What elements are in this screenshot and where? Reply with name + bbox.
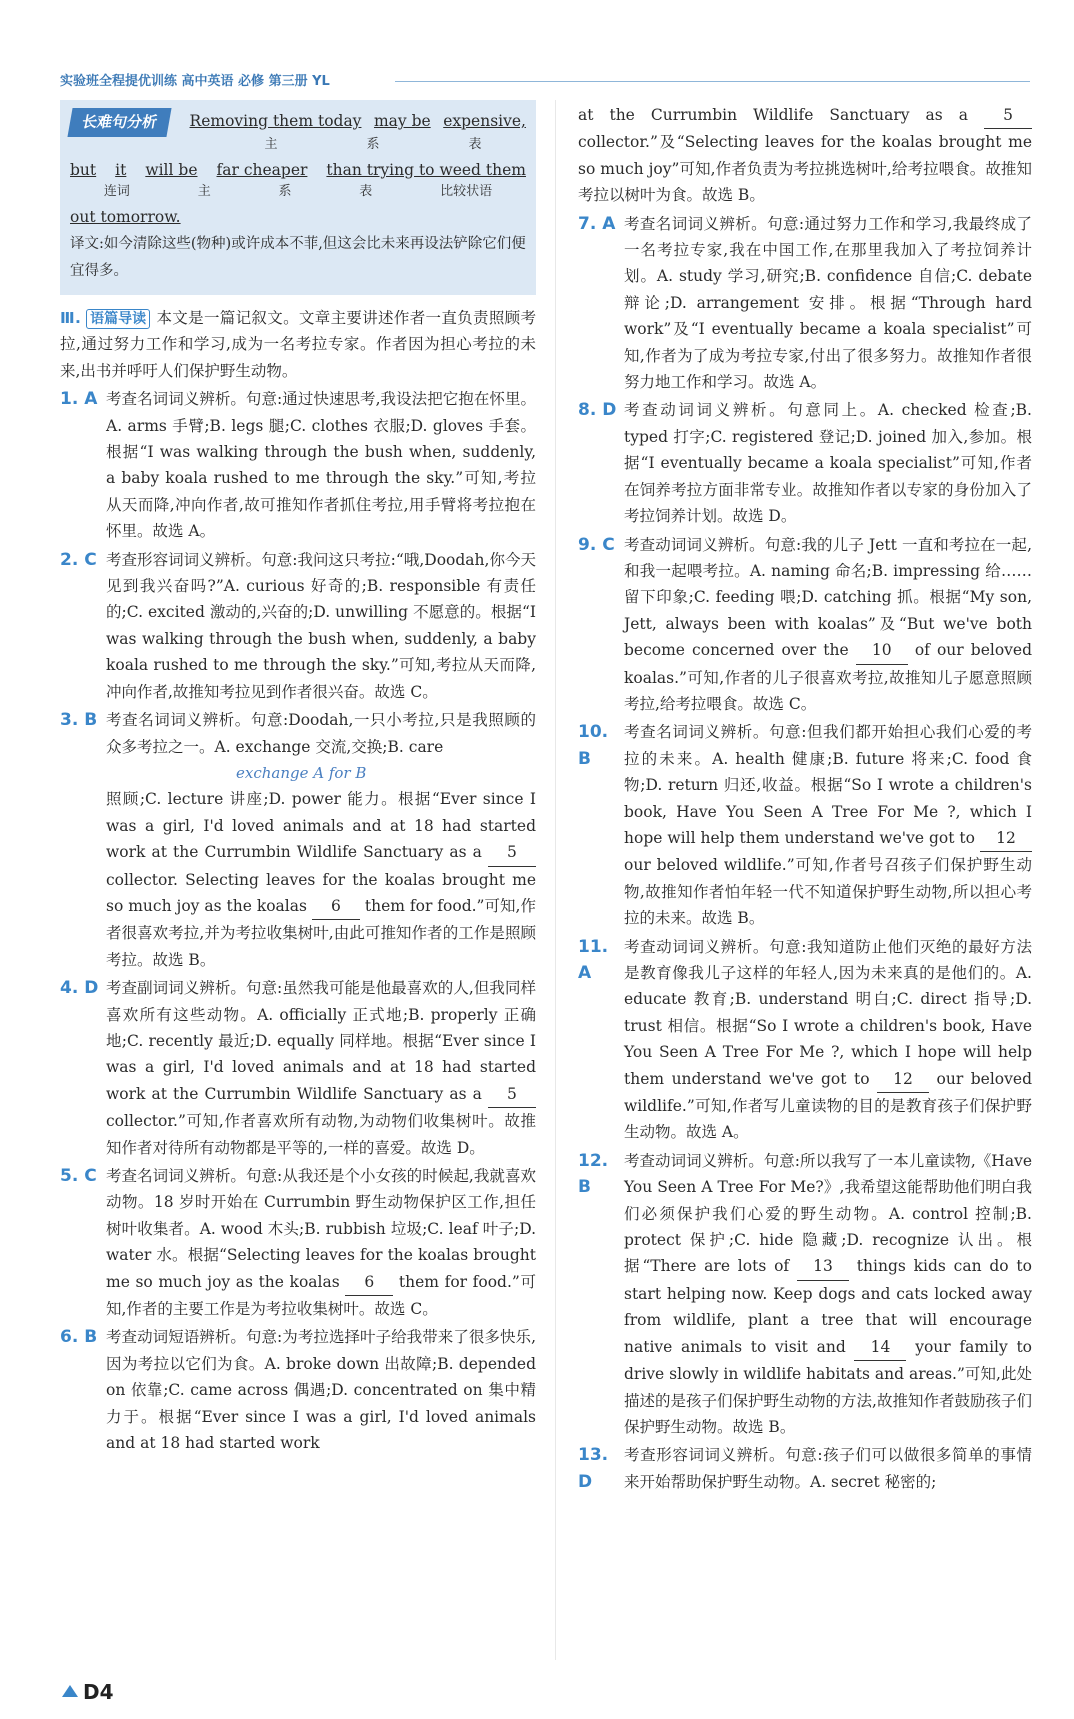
blank-number: 5 — [984, 102, 1032, 129]
answer-text-part: 考查名词词义辨析。句意:但我们都开始担心我们心爱的考拉的未来。A. health 健康;B. future 将来;C. food 食物;D. return 归还,收益。根据“So I wrote a children's book, Have You Seen A Tree For Me ?, which I hope will help them understand we've got to — [624, 723, 1032, 847]
answer-text-part: 考查名词词义辨析。句意:Doodah,一只小考拉,只是我照顾的众多考拉之一。A. exchange 交流,交换;B. care — [106, 711, 536, 756]
analysis-linking-2: will be — [145, 161, 198, 179]
answer-text — [578, 102, 1032, 209]
header-rule — [395, 81, 1030, 82]
label-subject-2: 主 — [197, 184, 211, 199]
answer-text-part: of our beloved koalas.”可知,作者的儿子很喜欢考拉,故推知儿子愿意照顾考拉,给考拉喂食。故选 C。 — [624, 641, 1033, 713]
analysis-linking-verb: may be — [373, 112, 431, 130]
analysis-predicative: expensive, — [443, 112, 526, 130]
section-intro — [60, 305, 536, 384]
right-column — [578, 100, 1032, 1495]
blank-number: 5 — [488, 1081, 536, 1108]
answer-item — [578, 1148, 1032, 1440]
answer-item — [60, 547, 536, 705]
analysis-line-2 — [70, 157, 526, 184]
answer-number: 1. A — [60, 389, 98, 410]
answer-text: 考查名词词义辨析。句意:通过快速思考,我设法把它抱在怀里。A. arms 手臂;B. legs 腿;C. clothes 衣服;D. gloves 手套。根据“I was walking through the bush when, suddenly, a baby koala rushed to me through the sky.”可知,考拉从天而降,冲向作者,故可推知作者抓住考拉,用手臂将考拉抱在怀里。故选 A。 — [106, 390, 536, 541]
answer-number: 9. C — [578, 534, 615, 555]
answer-text-part: collector.”可知,作者喜欢所有动物,为动物们收集树叶。故推知作者对待所有动物都是平等的,一样的喜爱。故选 D。 — [106, 1112, 536, 1157]
page-number-text: D4 — [83, 1680, 114, 1704]
answer-number: 4. D — [60, 978, 99, 999]
answer-item — [60, 1324, 536, 1456]
blank-number: 12 — [877, 1066, 929, 1093]
answer-number: 12. B — [578, 1150, 609, 1198]
answer-text: 考查形容词词义辨析。句意:孩子们可以做很多简单的事情来开始帮助保护野生动物。A. secret 秘密的; — [624, 1446, 1032, 1491]
answer-number: 3. B — [60, 710, 98, 731]
label-linking-2: 系 — [278, 184, 292, 199]
label-conj: 连词 — [103, 184, 130, 199]
label-linking: 系 — [366, 137, 380, 152]
section-tag: 语篇导读 — [86, 309, 150, 329]
column-divider — [555, 100, 556, 1660]
page-arrow-icon — [62, 1685, 78, 1697]
answer-text: 考查名词词义辨析。句意:通过努力工作和学习,我最终成了一名考拉专家,我在中国工作,在那里我加入了考拉饲养计划。A. study 学习,研究;B. confidence 自信;C. debate 辩论;D. arrangement 安排。根据“Through hard work”及“I eventually became a koala specialist”可知,作者为了成为考拉专家,付出了很多努力。故推知作者很努力地工作和学习。故选 A。 — [624, 214, 1032, 392]
answer-number: 11. A — [578, 936, 609, 983]
answer-item — [578, 719, 1032, 931]
answer-item — [578, 532, 1032, 718]
section-number: Ⅲ. — [60, 309, 81, 327]
answer-item — [578, 934, 1032, 1146]
label-predicative-2: 表 — [359, 184, 373, 199]
answer-text-part: 考查名词词义辨析。句意:从我还是个小女孩的时候起,我就喜欢动物。18 岁时开始在 Currumbin 野生动物保护区工作,担任树叶收集者。A. wood 木头;B. rubbish 垃圾;C. leaf 叶子;D. water 水。根据“Selecting leaves for the koalas brought me so much joy as the koalas — [106, 1167, 536, 1291]
answer-text — [624, 719, 1032, 931]
analysis-line-1 — [70, 108, 526, 137]
answer-text-part: 考查副词词义辨析。句意:虽然我可能是他最喜欢的人,但我同样喜欢所有这些动物。A. officially 正式地;B. properly 正确地;C. recently 最近;D. equally 同样地。根据“Ever since I was a girl, I'd loved animals and at 18 had started work at the Currumbin Wildlife Sanctuary as a — [106, 979, 536, 1103]
answer-item — [60, 1163, 536, 1322]
blank-number: 13 — [797, 1253, 849, 1280]
answer-item — [578, 397, 1032, 529]
answer-number: 6. B — [60, 1327, 98, 1348]
blank-number: 6 — [345, 1269, 393, 1296]
answer-text-part: 照顾;C. lecture 讲座;D. power 能力。根据“Ever since I was a girl, I'd loved animals and at 18 had started work at the Currumbin Wildlife Sanctuary as a — [106, 790, 536, 862]
analysis-subject-2: it — [115, 161, 127, 179]
answer-text-part: at the Currumbin Wildlife Sanctuary as a — [578, 106, 968, 124]
label-predicative: 表 — [468, 137, 482, 152]
answer-number: 7. A — [578, 213, 616, 234]
answer-number: 5. C — [60, 1166, 97, 1186]
analysis-comparative: than trying to weed them — [326, 161, 526, 179]
analysis-subject: Removing them today — [189, 112, 362, 130]
blank-number: 14 — [854, 1334, 906, 1361]
answer-text-part: 考查动词词义辨析。句意:我的儿子 Jett 一直和考拉在一起,和我一起喂考拉。A. naming 命名;B. impressing 给……留下印象;C. feeding 喂;D. catching 抓。根据“My son, Jett, always been with koalas”及“But we've both become concerned over the — [624, 535, 1032, 660]
running-header — [60, 70, 1030, 92]
analysis-conj: but — [70, 161, 97, 179]
answer-item — [578, 211, 1032, 396]
answer-number: 8. D — [578, 400, 617, 421]
answer-text: 考查动词短语辨析。句意:为考拉选择叶子给我带来了很多快乐,因为考拉以它们为食。A. broke down 出故障;B. depended on 依靠;C. came across 偶遇;D. concentrated on 集中精力于。根据“Ever since I was a girl, I'd loved animals and at 18 had started work — [106, 1328, 536, 1453]
label-comparative: 比较状语 — [440, 184, 493, 199]
answer-text-part: our beloved wildlife.”可知,作者号召孩子们保护野生动物,故推知作者怕年轻一代不知道保护野生动物,所以担心考拉的未来。故选 B。 — [624, 856, 1032, 928]
answer-item-continued — [578, 102, 1032, 209]
analysis-predicative-2: far cheaper — [216, 161, 308, 179]
analysis-title: 长难句分析 — [67, 108, 171, 137]
answer-text — [106, 707, 536, 973]
handwritten-note: exchange A for B — [236, 763, 367, 782]
answer-text — [106, 1163, 536, 1322]
answer-item — [60, 975, 536, 1161]
analysis-labels-2 — [70, 184, 526, 200]
answer-text — [624, 934, 1032, 1146]
analysis-translation: 译文:如今清除这些(物种)或许成本不菲,但这会比未来再设法铲除它们便宜得多。 — [70, 236, 526, 279]
answer-text: 考查形容词词义辨析。句意:我问这只考拉:“哦,Doodah,你今天见到我兴奋吗?”A. curious 好奇的;B. responsible 有责任的;C. excited 激动的,兴奋的;D. unwilling 不愿意的。根据“I was walking through the bush when, suddenly, a baby koala rushed to me through the sky.”可知,考拉从天而降,冲向作者,故推知考拉见到作者很兴奋。故选 C。 — [106, 550, 536, 701]
blank-number: 12 — [980, 825, 1032, 852]
analysis-line-3: out tomorrow. — [70, 208, 181, 226]
answer-item — [60, 707, 536, 973]
header-text: 实验班全程提优训练 高中英语 必修 第三册 YL — [60, 74, 330, 89]
section-text: 本文是一篇记叙文。文章主要讲述作者一直负责照顾考拉,通过努力工作和学习,成为一名考拉专家。作者因为担心考拉的未来,出书并呼吁人们保护野生动物。 — [60, 309, 536, 380]
answer-text-part: things kids can do to start helping now. Keep dogs and cats locked away from wildlife, plant a tree that will encourage native animals to visit and — [624, 1257, 1032, 1356]
analysis-labels-1 — [70, 137, 526, 153]
answer-text-part: collector. Selecting leaves for the koalas brought me so much joy as the koalas — [106, 870, 536, 915]
answer-item — [60, 386, 536, 544]
answer-text: 考查动词词义辨析。句意同上。A. checked 检查;B. typed 打字;C. registered 登记;D. joined 加入,参加。根据“I eventually became a koala specialist”可知,作者在饲养考拉方面非常专业。故推知作者以专家的身份加入了考拉饲养计划。故选 D。 — [624, 401, 1032, 526]
blank-number: 5 — [488, 839, 536, 866]
answer-text-part: our beloved wildlife.”可知,作者写儿童读物的目的是教育孩子们保护野生动物。故选 A。 — [624, 1069, 1032, 1142]
answer-text-part: your family to drive slowly in wildlife habitats and areas.”可知,此处描述的是孩子们保护野生动物的方法,故推知作者鼓励孩子们保护野生动物。故选 B。 — [624, 1337, 1033, 1436]
blank-number: 6 — [312, 893, 360, 920]
answer-text — [624, 1148, 1032, 1440]
label-subject: 主 — [264, 137, 278, 152]
answer-text-part: 考查动词词义辨析。句意:我知道防止他们灭绝的最好方法是教育像我儿子这样的年轻人,因为未来真的是他们的。A. educate 教育;B. understand 明白;C. direct 指导;D. trust 相信。根据“So I wrote a children's book, Have You Seen A Tree For Me ?, which I hope will help them understand we've got to — [624, 937, 1032, 1088]
answer-text — [106, 975, 536, 1161]
answer-number: 2. C — [60, 549, 97, 570]
left-column — [60, 100, 536, 1456]
page-number — [62, 1680, 142, 1708]
answer-item — [578, 1442, 1032, 1495]
answer-number: 10. B — [578, 722, 609, 769]
sentence-analysis-box — [60, 100, 536, 295]
blank-number: 10 — [856, 637, 908, 664]
answer-text — [624, 532, 1032, 718]
answer-text-part: them for food.”可知,作者的主要工作是为考拉收集树叶。故选 C。 — [106, 1272, 537, 1319]
answer-text-part: them for food.”可知,作者很喜欢考拉,并为考拉收集树叶,由此可推知作者的工作是照顾考拉。故选 B。 — [106, 896, 536, 969]
answer-text-part: collector.”及“Selecting leaves for the koalas brought me so much joy”可知,作者负责为考拉挑选树叶,给考拉喂食。故推知考拉以树叶为食。故选 B。 — [578, 133, 1032, 205]
answer-number: 13. D — [578, 1445, 609, 1492]
answer-text-part: 考查动词词义辨析。句意:所以我写了一本儿童读物,《Have You Seen A Tree For Me?》,我希望这能帮助他们明白我们必须保护我们心爱的野生动物。A. control 控制;B. protect 保护;C. hide 隐藏;D. recognize 认出。根据“There are lots of — [624, 1151, 1032, 1276]
